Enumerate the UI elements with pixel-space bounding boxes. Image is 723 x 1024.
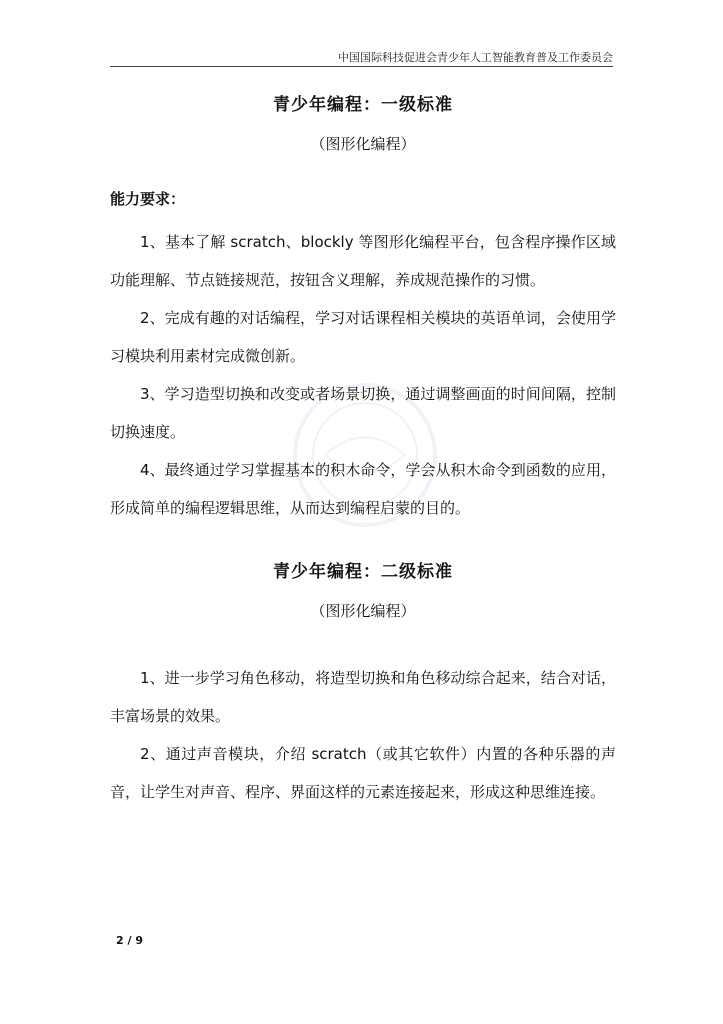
- level1-title: 青少年编程：一级标准: [273, 95, 453, 115]
- page-number: 2 / 9: [116, 934, 143, 947]
- requirements-label: 能力要求：: [110, 190, 186, 208]
- header-organization: 中国国际科技促进会青少年人工智能教育普及工作委员会: [338, 51, 613, 64]
- header-divider: [110, 66, 613, 67]
- level2-subtitle: （图形化编程）: [310, 602, 416, 620]
- document-body: [110, 90, 616, 811]
- level1-item-4: 4、最终通过学习掌握基本的积木命令，学会从积木命令到函数的应用，形成简单的编程逻辑思维，从而达到编程启蒙的目的。: [110, 461, 616, 517]
- level1-item-2: 2、完成有趣的对话编程，学习对话课程相关模块的英语单词，会使用学习模块利用素材完成微创新。: [110, 309, 616, 365]
- level2-item-2: 2、通过声音模块，介绍 scratch（或其它软件）内置的各种乐器的声音，让学生对声音、程序、界面这样的元素连接起来，形成这种思维连接。: [110, 745, 616, 801]
- level2-item-1: 1、进一步学习角色移动，将造型切换和角色移动综合起来，结合对话，丰富场景的效果。: [110, 669, 616, 725]
- level1-subtitle: （图形化编程）: [310, 135, 416, 153]
- level1-item-1: 1、基本了解 scratch、blockly 等图形化编程平台，包含程序操作区域功能理解、节点链接规范，按钮含义理解，养成规范操作的习惯。: [110, 233, 616, 289]
- level2-title: 青少年编程：二级标准: [273, 562, 453, 582]
- level1-item-3: 3、学习造型切换和改变或者场景切换，通过调整画面的时间间隔，控制切换速度。: [110, 385, 616, 441]
